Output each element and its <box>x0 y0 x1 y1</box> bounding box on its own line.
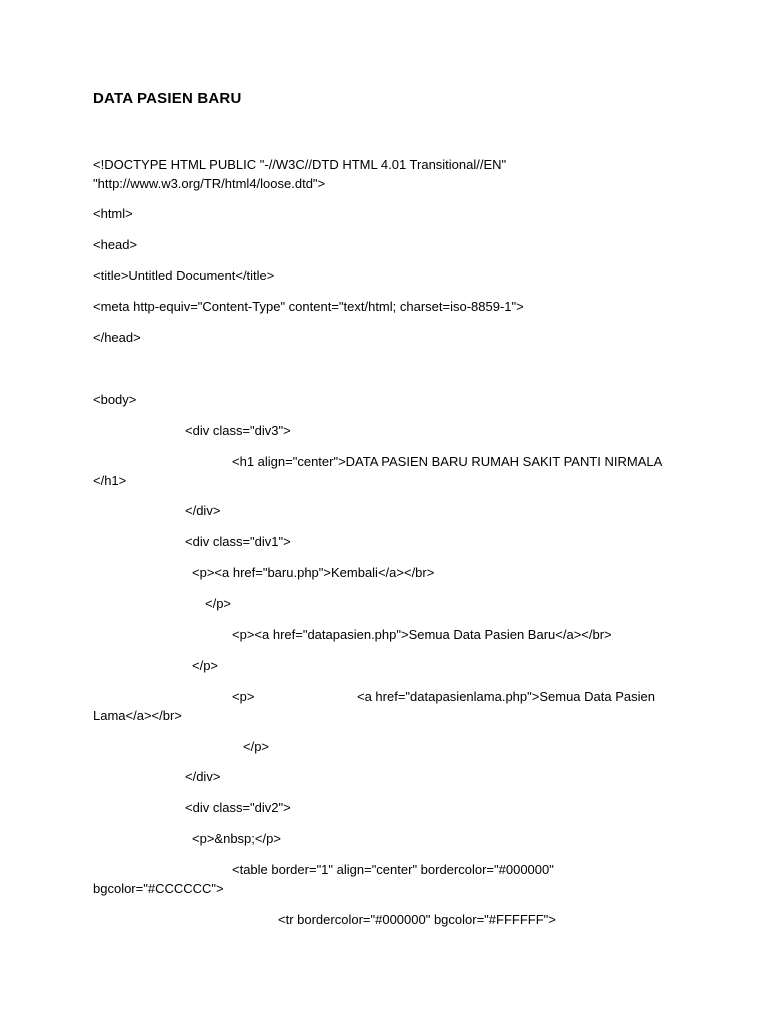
code-line: <tr bordercolor="#000000" bgcolor="#FFFFFF"> <box>278 912 556 927</box>
code-line: Lama</a></br> <box>93 708 182 723</box>
code-line: </div> <box>185 503 221 518</box>
code-line: <p>&nbsp;</p> <box>192 831 281 846</box>
code-line: <p><a href="baru.php">Kembali</a></br> <box>192 565 435 580</box>
code-line: bgcolor="#CCCCCC"> <box>93 881 224 896</box>
code-line: <!DOCTYPE HTML PUBLIC "-//W3C//DTD HTML 4.01 Transitional//EN" <box>93 157 507 172</box>
code-line: <table border="1" align="center" bordercolor="#000000" <box>232 862 554 877</box>
code-line: <meta http-equiv="Content-Type" content="text/html; charset=iso-8859-1"> <box>93 299 524 314</box>
code-line: "http://www.w3.org/TR/html4/loose.dtd"> <box>93 176 326 191</box>
code-line: </div> <box>185 769 221 784</box>
code-line: <html> <box>93 206 133 221</box>
code-line: </head> <box>93 330 141 345</box>
code-line: <h1 align="center">DATA PASIEN BARU RUMAH SAKIT PANTI NIRMALA <box>232 454 663 469</box>
code-line: <body> <box>93 392 137 407</box>
code-line: <head> <box>93 237 138 252</box>
code-line: <div class="div3"> <box>185 423 291 438</box>
code-line: </p> <box>243 739 270 754</box>
code-line: <title>Untitled Document</title> <box>93 268 275 283</box>
code-line: <div class="div2"> <box>185 800 291 815</box>
code-line: </p> <box>205 596 232 611</box>
code-line: <p><a href="datapasien.php">Semua Data Pasien Baru</a></br> <box>232 627 612 642</box>
code-line: <div class="div1"> <box>185 534 291 549</box>
document-title: DATA PASIEN BARU <box>93 90 242 107</box>
code-line: <a href="datapasienlama.php">Semua Data Pasien <box>357 689 655 704</box>
code-line: <p> <box>232 689 255 704</box>
code-line: </h1> <box>93 473 127 488</box>
code-line: </p> <box>192 658 219 673</box>
